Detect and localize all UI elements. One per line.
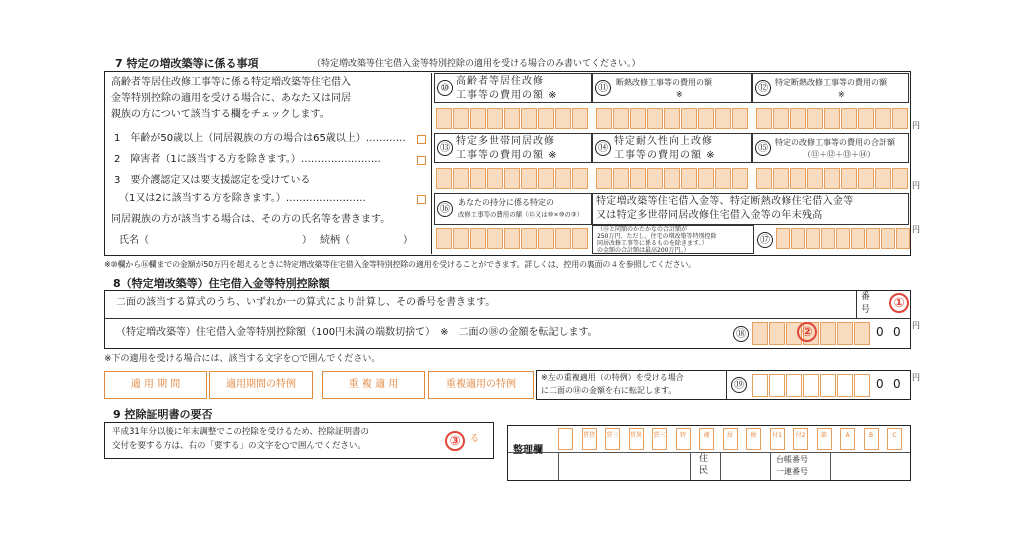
amount-digit-cell[interactable] (732, 168, 748, 189)
yosuru-option[interactable]: る (470, 434, 480, 444)
amount-digit-cell[interactable] (613, 168, 629, 189)
box17-small-note: の金額の合計額は最高200万円。） (597, 247, 690, 254)
amount-digit-cell[interactable] (572, 228, 588, 249)
name-label: 氏名（ (119, 235, 149, 246)
deduction-digit-cell[interactable] (854, 322, 870, 345)
intro-line: 金等特別控除の適用を受ける場合に、あなた又は同居 (111, 93, 351, 104)
box17-number: ⑰ (757, 232, 773, 248)
box14-label: 工事等の費用の額 ※ (614, 150, 716, 161)
amount-digit-cell[interactable] (881, 228, 895, 249)
amount-digit-cell[interactable] (596, 108, 612, 129)
box11-label: ※ (676, 90, 683, 99)
zero-digit: 0 (876, 377, 884, 391)
box17-label: 特定増改築等住宅借入金等、特定断熱改修住宅借入金等 (596, 196, 854, 207)
daicho-label: 台帳番号 (776, 455, 808, 464)
name-close: ） (302, 235, 312, 246)
amount-digit-cell[interactable] (453, 228, 469, 249)
bango-label: 番 (861, 292, 871, 302)
box19-note: に二面の⑱の金額を右に転記します。 (541, 386, 677, 395)
amount-digit-cell[interactable] (715, 168, 731, 189)
option-chofuku-tekiyo[interactable]: 重 複 適 用 (322, 371, 425, 399)
amount-digit-cell[interactable] (613, 108, 629, 129)
amount-digit-cell[interactable] (470, 168, 486, 189)
section8-title: 8（特定増改築等）住宅借入金等特別控除額 (113, 277, 330, 290)
amount-digit-cell[interactable] (664, 168, 680, 189)
section9-text: 交付を要する方は、右の「要する」の文字を○で囲んでください。 (112, 441, 366, 451)
amount-digit-cell[interactable] (773, 108, 789, 129)
amount-digit-cell[interactable] (555, 228, 571, 249)
option-tekiyo-kikan-tokurei[interactable]: 適用期間の特例 (209, 371, 313, 399)
seiri-cell[interactable]: A (840, 428, 855, 450)
amount-digit-cell[interactable] (521, 108, 537, 129)
seiri-cell[interactable]: 税 (746, 428, 761, 450)
amount-digit-cell[interactable] (821, 228, 835, 249)
deduction-digit-cell[interactable] (837, 374, 853, 397)
box18-number: ⑱ (733, 326, 749, 342)
amount-digit-cell[interactable] (851, 228, 865, 249)
amount-digit-cell[interactable] (504, 168, 520, 189)
option-chofuku-tekiyo-tokurei[interactable]: 重複適用の特例 (428, 371, 534, 399)
amount-digit-cell[interactable] (776, 228, 790, 249)
box14-label: 特定耐久性向上改修 (614, 136, 713, 147)
amount-digit-cell[interactable] (756, 168, 772, 189)
seiri-cell[interactable]: 節 (817, 428, 832, 450)
yen-label: 円 (912, 373, 920, 382)
amount-digit-cell[interactable] (858, 108, 874, 129)
amount-digit-cell[interactable] (858, 168, 874, 189)
yen-label: 円 (912, 225, 920, 234)
marker-2: ② (797, 322, 817, 342)
age-checkbox[interactable] (417, 135, 426, 144)
box16-label: 改修工事等の費用の額（⑮又は⑩×⑩の③） (458, 211, 583, 219)
amount-digit-cell[interactable] (487, 108, 503, 129)
amount-digit-cell[interactable] (892, 108, 908, 129)
amount-digit-cell[interactable] (698, 108, 714, 129)
seiri-sep (690, 453, 691, 480)
seiri-sep (770, 453, 771, 480)
seiri-cell[interactable]: 賃三 (652, 428, 667, 450)
seiri-cell[interactable]: 特 (676, 428, 691, 450)
box15-label: 特定の改修工事等の費用の合計額 (775, 138, 895, 147)
seiri-cell[interactable]: 居 (723, 428, 738, 450)
box13-number: ⑬ (437, 140, 453, 156)
amount-digit-cell[interactable] (596, 168, 612, 189)
disability-checkbox[interactable] (417, 156, 426, 165)
amount-digit-cell[interactable] (647, 168, 663, 189)
jumin-label: 住 (699, 454, 709, 464)
seiri-cell[interactable]: 賃異 (629, 428, 644, 450)
box12-label: 特定断熱改修工事等の費用の額 (775, 78, 887, 87)
zero-digit: 0 (893, 377, 901, 391)
amount-digit-cell[interactable] (487, 168, 503, 189)
seiri-cell[interactable]: 賃三 (605, 428, 620, 450)
bango-divider (856, 291, 857, 318)
amount-digit-cell[interactable] (538, 108, 554, 129)
check-item-disability: 2 障害者（1に該当する方を除きます。）…………………… (114, 154, 381, 165)
amount-digit-cell[interactable] (756, 108, 772, 129)
seiri-cell[interactable]: 付1 (770, 428, 785, 450)
amount-digit-cell[interactable] (436, 228, 452, 249)
amount-digit-cell[interactable] (487, 228, 503, 249)
marker-3: ③ (445, 431, 465, 451)
deduction-digit-cell[interactable] (752, 322, 768, 345)
amount-digit-cell[interactable] (807, 168, 823, 189)
amount-digit-cell[interactable] (824, 168, 840, 189)
intro-line: 親族の方について該当する欄をチェックします。 (111, 109, 330, 120)
amount-digit-cell[interactable] (773, 168, 789, 189)
box10-label: 工事等の費用の額 ※ (456, 90, 558, 101)
amount-digit-cell[interactable] (572, 168, 588, 189)
section7-note: （特定増改築等住宅借入金等特別控除の適用を受ける場合のみ書いてください。） (312, 59, 641, 69)
amount-digit-cell[interactable] (807, 108, 823, 129)
amount-digit-cell[interactable] (470, 108, 486, 129)
amount-digit-cell[interactable] (470, 228, 486, 249)
zero-digit: 0 (876, 325, 884, 339)
deduction-digit-cell[interactable] (820, 374, 836, 397)
amount-digit-cell[interactable] (521, 168, 537, 189)
amount-digit-cell[interactable] (715, 108, 731, 129)
deduction-digit-cell[interactable] (786, 374, 802, 397)
deduction-digit-cell[interactable] (837, 322, 853, 345)
box19-number: ⑲ (731, 377, 747, 393)
marker-1: ① (889, 293, 909, 313)
check-item-age: 1 年齢が50歳以上（同居親族の方の場合は65歳以上）………… (114, 133, 406, 144)
box17-small-note: （⑮と同額のかたかなの合計額が (597, 226, 688, 233)
relation-input[interactable] (357, 236, 402, 248)
zero-digit: 0 (893, 325, 901, 339)
section8-row1-text: 二面の該当する算式のうち、いずれか一の算式により計算し、その番号を書きます。 (116, 297, 496, 308)
box17-small-note: 同居改修工事等に係るものを除きます。） (597, 240, 708, 247)
amount-digit-cell[interactable] (681, 108, 697, 129)
amount-digit-cell[interactable] (647, 108, 663, 129)
amount-digit-cell[interactable] (555, 108, 571, 129)
amount-digit-cell[interactable] (732, 108, 748, 129)
seiri-cell[interactable]: 付2 (793, 428, 808, 450)
check-item-care-sub: （1又は2に該当する方を除きます。）…………………… (114, 193, 366, 204)
jumin-label: 民 (699, 466, 709, 476)
box15-number: ⑮ (755, 140, 771, 156)
box16-number: ⑯ (437, 201, 453, 217)
amount-digit-cell[interactable] (791, 228, 805, 249)
box12-number: ⑫ (755, 80, 771, 96)
box14-number: ⑭ (595, 140, 611, 156)
amount-digit-cell[interactable] (841, 168, 857, 189)
amount-digit-cell[interactable] (875, 168, 891, 189)
seiri-cell[interactable] (558, 428, 573, 450)
amount-digit-cell[interactable] (681, 168, 697, 189)
amount-digit-cell[interactable] (504, 108, 520, 129)
relation-label: 続柄（ (320, 235, 350, 246)
seiri-label: 整理欄 (513, 445, 543, 456)
option-tekiyo-kikan[interactable]: 適 用 期 間 (104, 371, 207, 399)
amount-digit-cell[interactable] (630, 168, 646, 189)
amount-digit-cell[interactable] (790, 108, 806, 129)
deduction-digit-cell[interactable] (820, 322, 836, 345)
section8-divider (105, 318, 910, 319)
yen-label: 円 (912, 121, 920, 130)
amount-digit-cell[interactable] (521, 228, 537, 249)
amount-digit-cell[interactable] (453, 168, 469, 189)
amount-digit-cell[interactable] (664, 108, 680, 129)
amount-digit-cell[interactable] (698, 168, 714, 189)
amount-digit-cell[interactable] (436, 168, 452, 189)
box10-number: ⑩ (437, 80, 453, 96)
renban-label: 一連番号 (776, 467, 808, 476)
box19-note: ※左の重複適用（の特例）を受ける場合 (541, 373, 684, 382)
section8-note: ※下の適用を受ける場合には、該当する文字を○で囲んでください。 (104, 354, 381, 364)
intro-line: 高齢者等居住改修工事等に係る特定増改築等住宅借入 (111, 77, 351, 88)
deduction-digit-cell[interactable] (769, 322, 785, 345)
seiri-cell[interactable]: C (887, 428, 902, 450)
seiri-cell[interactable]: 補 (699, 428, 714, 450)
deduction-digit-cell[interactable] (752, 374, 768, 397)
amount-digit-cell[interactable] (824, 108, 840, 129)
box12-label: ※ (838, 90, 845, 99)
amount-digit-cell[interactable] (572, 108, 588, 129)
yen-label: 円 (912, 181, 920, 190)
box17-label: 又は特定多世帯同居改修住宅借入金等の年末残高 (596, 210, 823, 221)
box16-label: あなたの持分に係る特定の (458, 198, 554, 207)
amount-digit-cell[interactable] (538, 168, 554, 189)
amount-digit-cell[interactable] (436, 108, 452, 129)
section8-row2-text: （特定増改築等）住宅借入金等特別控除額（100円未満の端数切捨て） ※ 二面の⑱の金額を転記します。 (116, 327, 598, 338)
deduction-digit-cell[interactable] (854, 374, 870, 397)
box13-label: 工事等の費用の額 ※ (456, 150, 558, 161)
amount-digit-cell[interactable] (866, 228, 880, 249)
amount-digit-cell[interactable] (841, 108, 857, 129)
deduction-digit-cell[interactable] (769, 374, 785, 397)
seiri-divider (508, 452, 910, 453)
name-input[interactable] (160, 236, 300, 248)
check-item-care: 3 要介護認定又は要支援認定を受けている (114, 175, 311, 186)
box13-label: 特定多世帯同居改修 (456, 136, 555, 147)
box11-label: 断熱改修工事等の費用の額 (616, 78, 712, 87)
seiri-cell[interactable]: B (864, 428, 879, 450)
seiri-cell[interactable]: 賃貸 (582, 428, 597, 450)
box15-label: （⑪＋⑫＋⑬＋⑭） (803, 150, 875, 159)
amount-digit-cell[interactable] (504, 228, 520, 249)
box10-label: 高齢者等居住改修 (456, 76, 544, 87)
amount-digit-cell[interactable] (892, 168, 908, 189)
amount-digit-cell[interactable] (453, 108, 469, 129)
box19-divider (726, 371, 727, 399)
amount-digit-cell[interactable] (806, 228, 820, 249)
amount-digit-cell[interactable] (836, 228, 850, 249)
deduction-digit-cell[interactable] (803, 374, 819, 397)
amount-digit-cell[interactable] (630, 108, 646, 129)
box11-number: ⑪ (595, 80, 611, 96)
section7-title: 7 特定の増改築等に係る事項 (115, 57, 259, 70)
relation-close: ） (403, 235, 413, 246)
seiri-sep (720, 453, 721, 480)
box17-small-note: 250万円、ただし、住宅の増改築等特別控除 (597, 233, 717, 240)
amount-digit-cell[interactable] (875, 108, 891, 129)
seiri-sep (830, 453, 831, 480)
amount-digit-cell[interactable] (896, 228, 910, 249)
yen-label: 円 (912, 321, 920, 330)
bango-label: 号 (861, 305, 871, 315)
amount-digit-cell[interactable] (790, 168, 806, 189)
seiri-sep (558, 453, 559, 480)
section9-title: 9 控除証明書の要否 (113, 408, 213, 421)
section9-text: 平成31年分以後に年末調整でこの控除を受けるため、控除証明書の (112, 427, 369, 437)
family-note: 同居親族の方が該当する場合は、その方の氏名等を書きます。 (111, 214, 391, 225)
section7-footnote: ※⑩欄から⑯欄までの金額が50万円を超えるときに特定増改築等住宅借入金等特別控除の適用を受けることができます。詳しくは、控用の裏面の４を参照してください。 (104, 260, 697, 269)
care-checkbox[interactable] (417, 195, 426, 204)
amount-digit-cell[interactable] (555, 168, 571, 189)
amount-digit-cell[interactable] (538, 228, 554, 249)
